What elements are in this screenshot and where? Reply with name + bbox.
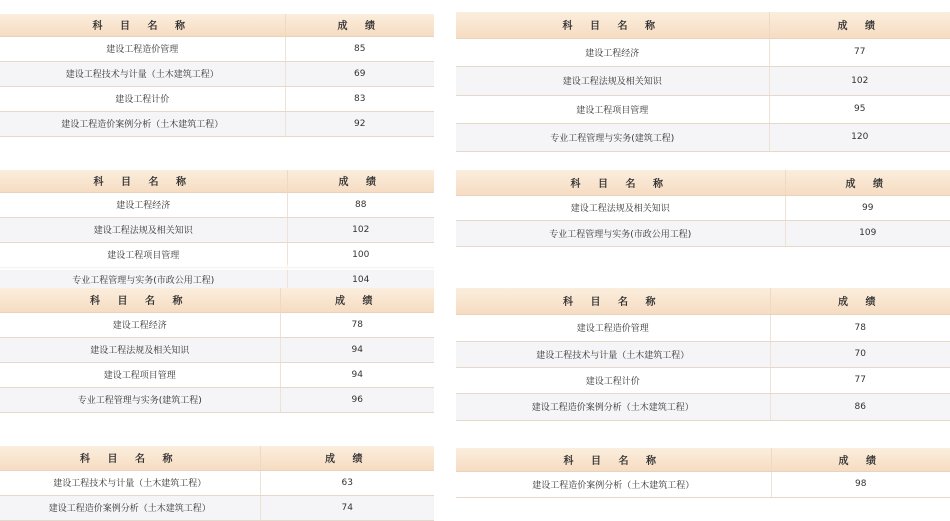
score-cell: 100 <box>287 242 434 267</box>
subject-header: 科 目 名 称 <box>456 448 771 471</box>
subject-cell: 建设工程经济 <box>456 38 769 66</box>
table-row <box>456 123 950 151</box>
subject-header: 科 目 名 称 <box>0 446 260 470</box>
score-cell: 109 <box>785 220 950 246</box>
score-header: 成 绩 <box>280 288 434 312</box>
subject-cell: 建设工程计价 <box>456 367 770 393</box>
subject-header: 科 目 名 称 <box>0 14 285 36</box>
score-table-5 <box>0 288 434 416</box>
score-header: 成 绩 <box>770 288 950 314</box>
table-row <box>456 314 950 341</box>
score-cell: 83 <box>285 86 434 111</box>
subject-cell: 建设工程技术与计量（土木建筑工程） <box>0 61 285 86</box>
score-cell: 63 <box>260 470 434 495</box>
score-cell: 78 <box>280 312 434 337</box>
score-cell: 99 <box>785 195 950 220</box>
table-row <box>0 36 434 61</box>
subject-header: 科 目 名 称 <box>456 288 770 314</box>
subject-cell: 建设工程法规及相关知识 <box>0 217 287 242</box>
score-table-1 <box>0 14 434 140</box>
subject-cell: 建设工程造价管理 <box>456 314 770 341</box>
table-row <box>456 341 950 367</box>
table-row <box>0 337 434 362</box>
score-header: 成 绩 <box>285 14 434 36</box>
subject-cell: 建设工程项目管理 <box>456 95 769 123</box>
score-cell: 92 <box>285 111 434 136</box>
subject-header: 科 目 名 称 <box>456 170 785 195</box>
score-cell: 70 <box>770 341 950 367</box>
score-cell: 77 <box>769 38 950 66</box>
table-row <box>456 66 950 95</box>
table-row <box>456 393 950 420</box>
table-row <box>0 470 434 495</box>
table-row <box>456 367 950 393</box>
table-row <box>0 362 434 387</box>
score-cell: 74 <box>260 495 434 520</box>
score-header: 成 绩 <box>771 448 950 471</box>
subject-cell: 建设工程造价案例分析（土木建筑工程） <box>456 393 770 420</box>
score-cell: 104 <box>287 267 434 292</box>
subject-cell: 专业工程管理与实务(建筑工程) <box>456 123 769 151</box>
table-row <box>456 95 950 123</box>
score-cell: 69 <box>285 61 434 86</box>
subject-cell: 专业工程管理与实务(建筑工程) <box>0 387 280 412</box>
score-header: 成 绩 <box>287 170 434 192</box>
subject-cell: 建设工程法规及相关知识 <box>456 195 785 220</box>
subject-cell: 建设工程经济 <box>0 312 280 337</box>
score-cell: 94 <box>280 362 434 387</box>
subject-cell: 专业工程管理与实务(市政公用工程) <box>0 267 287 292</box>
table-row <box>0 61 434 86</box>
score-table-7 <box>0 446 434 515</box>
score-cell: 120 <box>769 123 950 151</box>
score-cell: 102 <box>287 217 434 242</box>
score-table-4 <box>456 170 950 250</box>
table-row <box>0 217 434 242</box>
subject-cell: 建设工程技术与计量（土木建筑工程） <box>456 341 770 367</box>
table-row <box>456 471 950 497</box>
score-header: 成 绩 <box>260 446 434 470</box>
score-cell: 77 <box>770 367 950 393</box>
subject-cell: 建设工程项目管理 <box>0 362 280 387</box>
score-cell: 85 <box>285 36 434 61</box>
score-cell: 94 <box>280 337 434 362</box>
subject-cell: 建设工程造价案例分析（土木建筑工程） <box>456 471 771 497</box>
table-row <box>0 111 434 136</box>
subject-cell: 专业工程管理与实务(市政公用工程) <box>456 220 785 246</box>
subject-cell: 建设工程计价 <box>0 86 285 111</box>
table-row <box>0 86 434 111</box>
score-header: 成 绩 <box>785 170 950 195</box>
subject-cell: 建设工程经济 <box>0 192 287 217</box>
score-table-6 <box>456 288 950 422</box>
subject-cell: 建设工程法规及相关知识 <box>456 66 769 95</box>
table-row <box>0 495 434 520</box>
subject-cell: 建设工程造价案例分析（土木建筑工程） <box>0 111 285 136</box>
score-cell: 86 <box>770 393 950 420</box>
score-header: 成 绩 <box>769 12 950 38</box>
table-row <box>0 192 434 217</box>
score-cell: 102 <box>769 66 950 95</box>
crop-fade <box>0 262 434 270</box>
subject-header: 科 目 名 称 <box>0 170 287 192</box>
score-cell: 78 <box>770 314 950 341</box>
subject-header: 科 目 名 称 <box>0 288 280 312</box>
score-table-3 <box>0 170 434 286</box>
score-table-2 <box>456 12 950 154</box>
subject-cell: 建设工程造价管理 <box>0 36 285 61</box>
score-cell: 98 <box>771 471 950 497</box>
subject-cell: 建设工程造价案例分析（土木建筑工程） <box>0 495 260 520</box>
score-cell: 95 <box>769 95 950 123</box>
table-row <box>456 220 950 246</box>
table-row <box>0 312 434 337</box>
subject-header: 科 目 名 称 <box>456 12 769 38</box>
subject-cell: 建设工程法规及相关知识 <box>0 337 280 362</box>
table-row <box>456 38 950 66</box>
table-row <box>0 387 434 412</box>
score-table-8 <box>456 448 950 498</box>
score-cell: 96 <box>280 387 434 412</box>
subject-cell: 建设工程项目管理 <box>0 242 287 267</box>
table-row <box>456 195 950 220</box>
score-cell: 88 <box>287 192 434 217</box>
subject-cell: 建设工程技术与计量（土木建筑工程） <box>0 470 260 495</box>
